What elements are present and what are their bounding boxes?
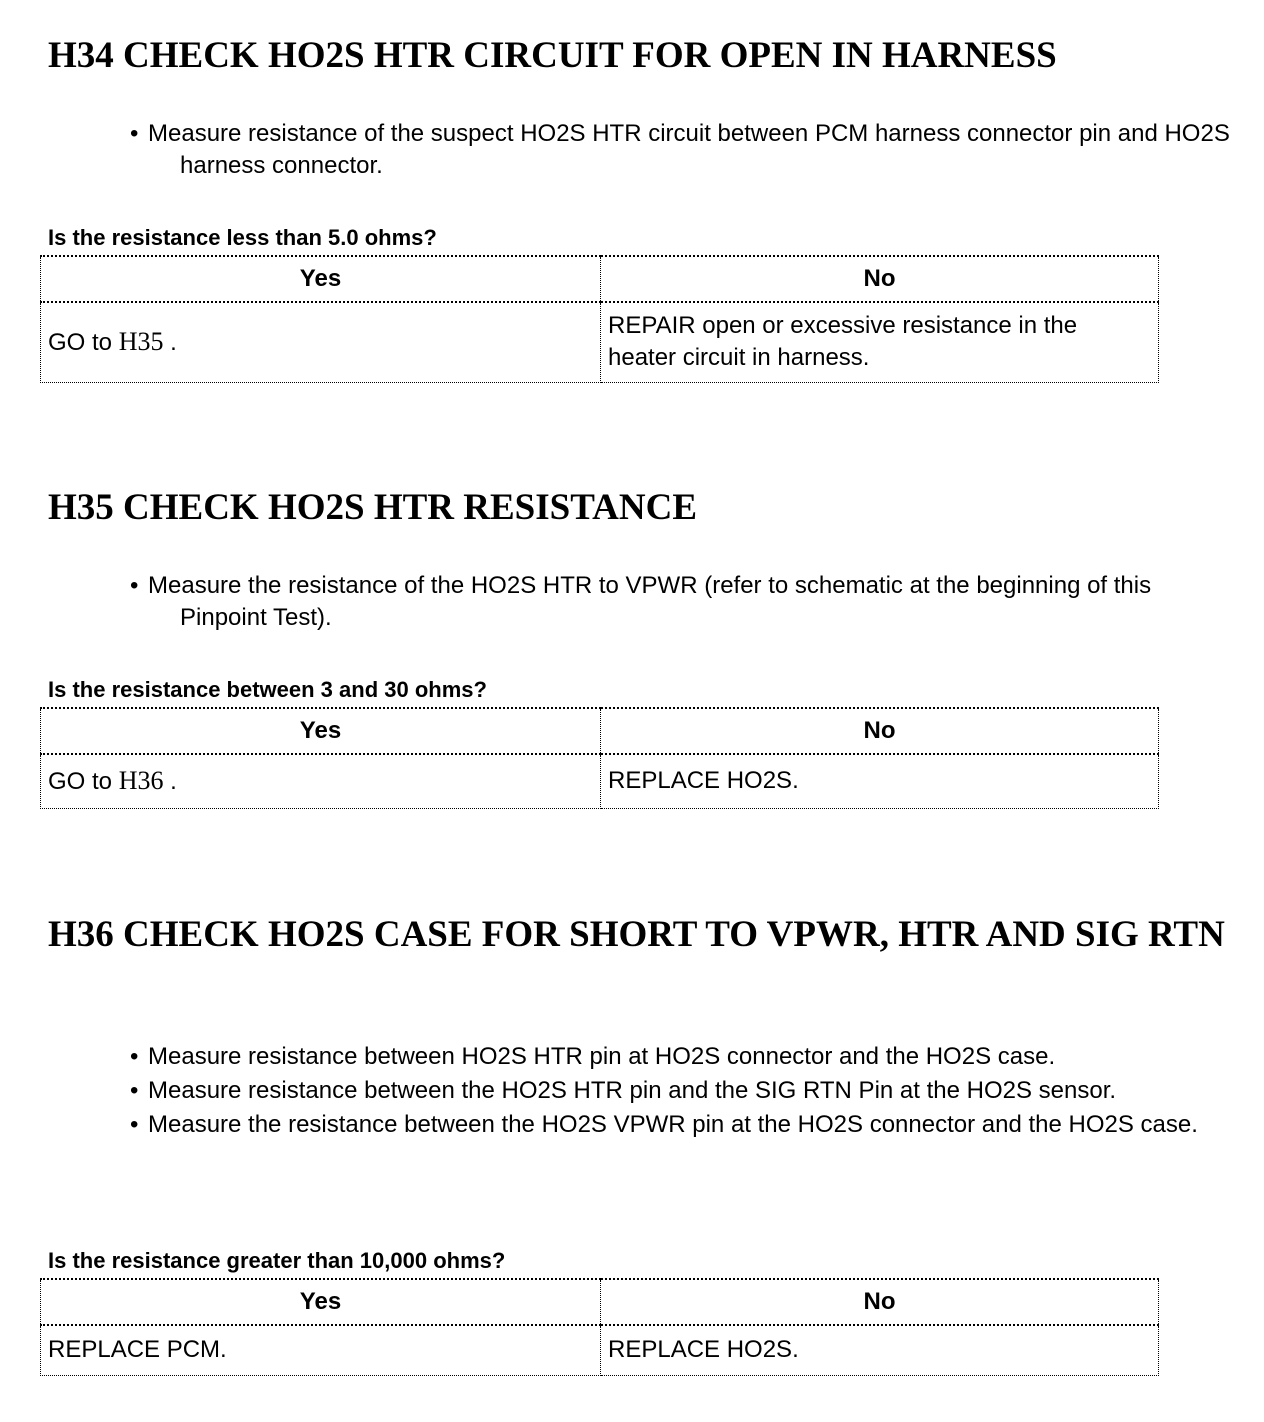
yes-prefix: GO to	[48, 768, 119, 796]
instruction-item	[130, 1075, 1240, 1107]
no-cell: REPAIR open or excessive resistance in the heater circuit in harness.	[601, 302, 1159, 382]
result-table-h35	[40, 707, 1159, 809]
yes-header: Yes	[41, 708, 601, 754]
question-h34: Is the resistance less than 5.0 ohms?	[48, 225, 437, 250]
bullet-icon: •	[130, 1043, 139, 1070]
yes-header: Yes	[41, 256, 601, 302]
no-header: No	[601, 1279, 1159, 1325]
yes-cell: REPLACE PCM.	[41, 1325, 601, 1375]
yes-cell	[41, 302, 601, 382]
no-header: No	[601, 256, 1159, 302]
yes-prefix: GO to	[48, 329, 119, 357]
instruction-item	[130, 1109, 1240, 1141]
bullet-icon: •	[130, 120, 139, 147]
bullet-icon: •	[130, 1077, 139, 1104]
no-header: No	[601, 708, 1159, 754]
bullet-icon: •	[130, 572, 139, 599]
section-title-h36: H36 CHECK HO2S CASE FOR SHORT TO VPWR, HTR AND SIG RTN	[48, 914, 1225, 955]
instruction-text: Measure the resistance of the HO2S HTR to VPWR (refer to schematic at the beginning of this Pinpoint Test).	[148, 572, 1152, 631]
instruction-text: Measure the resistance between the HO2S VPWR pin at the HO2S connector and the HO2S case.	[148, 1111, 1198, 1138]
question-h36: Is the resistance greater than 10,000 ohms?	[48, 1248, 506, 1273]
instructions-h35	[130, 570, 1240, 634]
yes-suffix: .	[163, 768, 177, 796]
question-h35: Is the resistance between 3 and 30 ohms?	[48, 677, 487, 702]
instructions-h34	[130, 118, 1240, 182]
section-title-h34: H34 CHECK HO2S HTR CIRCUIT FOR OPEN IN HARNESS	[48, 35, 1057, 76]
instruction-item	[130, 570, 1240, 634]
instruction-text: Measure resistance between the HO2S HTR pin and the SIG RTN Pin at the HO2S sensor.	[148, 1077, 1117, 1104]
result-table-h34	[40, 255, 1159, 383]
instruction-item	[130, 118, 1240, 182]
no-cell: REPLACE HO2S.	[601, 1325, 1159, 1375]
result-table-h36	[40, 1278, 1159, 1376]
link-h35[interactable]: H35	[118, 327, 164, 357]
yes-header: Yes	[41, 1279, 601, 1325]
section-title-h35: H35 CHECK HO2S HTR RESISTANCE	[48, 487, 697, 528]
instruction-text: Measure resistance between HO2S HTR pin at HO2S connector and the HO2S case.	[148, 1043, 1056, 1070]
link-h36[interactable]: H36	[118, 766, 164, 796]
no-cell: REPLACE HO2S.	[601, 754, 1159, 808]
yes-cell	[41, 754, 601, 808]
instruction-item	[130, 1041, 1240, 1073]
bullet-icon: •	[130, 1111, 139, 1138]
yes-suffix: .	[163, 329, 177, 357]
instructions-h36	[130, 1041, 1240, 1141]
instruction-text: Measure resistance of the suspect HO2S HTR circuit between PCM harness connector pin and HO2S harness connector.	[148, 120, 1230, 179]
